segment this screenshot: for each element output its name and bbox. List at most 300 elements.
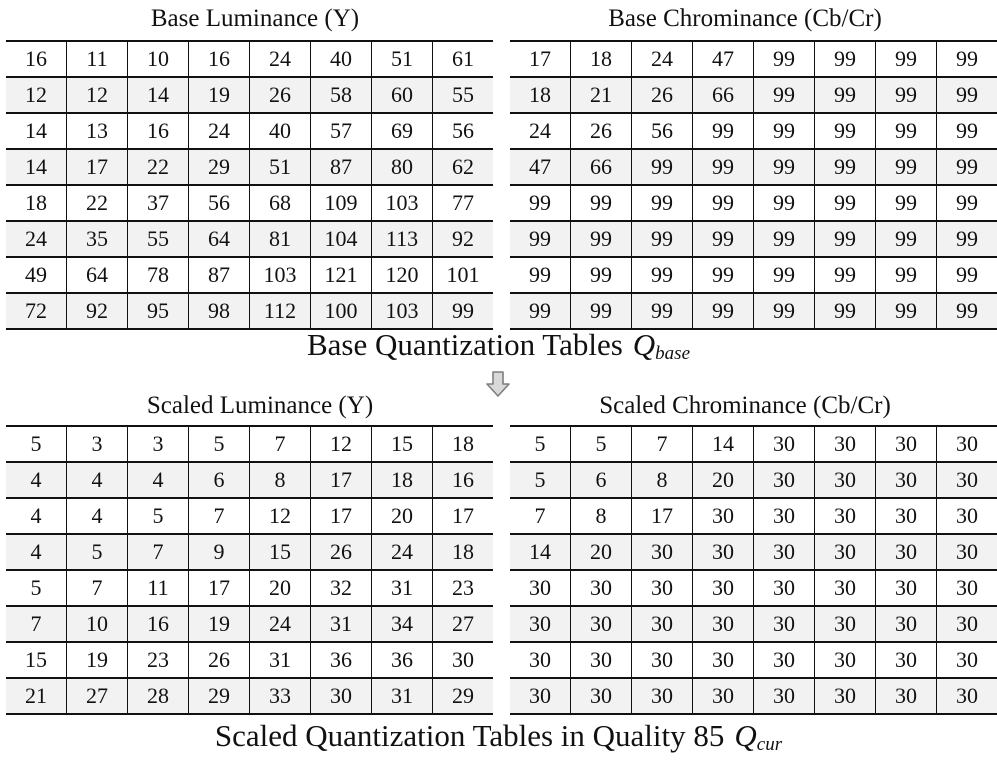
- base-symbol: [633, 327, 690, 362]
- table-cell: 69: [372, 113, 433, 149]
- table-cell: 99: [937, 221, 997, 257]
- table-cell: 16: [6, 41, 67, 77]
- table-row: [6, 77, 493, 113]
- table-cell: 12: [67, 77, 128, 113]
- table-cell: 30: [754, 606, 815, 642]
- table-cell: 30: [876, 606, 937, 642]
- table-cell: 3: [128, 426, 189, 462]
- table-cell: 95: [128, 293, 189, 329]
- table-cell: 26: [571, 113, 632, 149]
- table-cell: 57: [311, 113, 372, 149]
- base-chrominance-table: [510, 40, 997, 330]
- table-cell: 30: [754, 678, 815, 714]
- table-cell: 30: [632, 642, 693, 678]
- table-cell: 112: [250, 293, 311, 329]
- table-cell: 30: [937, 606, 997, 642]
- table-cell: 98: [189, 293, 250, 329]
- table-cell: 20: [571, 534, 632, 570]
- table-cell: 24: [372, 534, 433, 570]
- table-cell: 26: [250, 77, 311, 113]
- scaled-caption: [0, 718, 997, 763]
- table-cell: 12: [250, 498, 311, 534]
- table-cell: 113: [372, 221, 433, 257]
- table-cell: 30: [510, 570, 571, 606]
- table-cell: 30: [754, 642, 815, 678]
- table-cell: 28: [128, 678, 189, 714]
- table-cell: 30: [815, 642, 876, 678]
- table-cell: 56: [433, 113, 494, 149]
- table-cell: 99: [754, 185, 815, 221]
- table-cell: 30: [815, 498, 876, 534]
- table-cell: 17: [433, 498, 494, 534]
- table-row: [6, 462, 493, 498]
- table-cell: 30: [876, 678, 937, 714]
- table-cell: 99: [815, 77, 876, 113]
- table-cell: 30: [876, 642, 937, 678]
- table-cell: 8: [632, 462, 693, 498]
- table-cell: 103: [250, 257, 311, 293]
- table-cell: 99: [571, 185, 632, 221]
- table-row: [510, 293, 997, 329]
- table-cell: 72: [6, 293, 67, 329]
- table-row: [510, 642, 997, 678]
- table-cell: 55: [433, 77, 494, 113]
- base-luminance-title: Base Luminance (Y): [10, 4, 500, 34]
- table-cell: 24: [632, 41, 693, 77]
- table-cell: 4: [6, 534, 67, 570]
- table-cell: 30: [571, 570, 632, 606]
- table-cell: 99: [754, 41, 815, 77]
- table-cell: 6: [189, 462, 250, 498]
- table-cell: 99: [754, 77, 815, 113]
- table-cell: 99: [937, 77, 997, 113]
- table-cell: 99: [510, 293, 571, 329]
- table-cell: 99: [754, 113, 815, 149]
- table-cell: 30: [876, 426, 937, 462]
- table-cell: 99: [754, 293, 815, 329]
- table-cell: 30: [937, 570, 997, 606]
- table-cell: 99: [815, 113, 876, 149]
- table-cell: 99: [693, 293, 754, 329]
- table-cell: 7: [510, 498, 571, 534]
- table-cell: 30: [571, 642, 632, 678]
- table-row: [6, 570, 493, 606]
- table-cell: 34: [372, 606, 433, 642]
- scaled-symbol-sub: cur: [757, 734, 782, 755]
- table-cell: 40: [311, 41, 372, 77]
- table-cell: 20: [250, 570, 311, 606]
- table-cell: 30: [754, 426, 815, 462]
- table-cell: 99: [632, 221, 693, 257]
- table-cell: 17: [632, 498, 693, 534]
- table-cell: 30: [693, 678, 754, 714]
- table-cell: 31: [250, 642, 311, 678]
- table-cell: 12: [311, 426, 372, 462]
- table-cell: 30: [754, 462, 815, 498]
- table-cell: 64: [189, 221, 250, 257]
- table-cell: 5: [6, 570, 67, 606]
- table-cell: 30: [693, 606, 754, 642]
- table-cell: 56: [189, 185, 250, 221]
- table-cell: 30: [571, 606, 632, 642]
- table-cell: 14: [6, 113, 67, 149]
- table-cell: 30: [876, 570, 937, 606]
- table-cell: 11: [128, 570, 189, 606]
- table-cell: 33: [250, 678, 311, 714]
- table-row: [510, 113, 997, 149]
- table-cell: 30: [693, 642, 754, 678]
- table-cell: 58: [311, 77, 372, 113]
- table-cell: 99: [876, 77, 937, 113]
- scaled-chrominance-title: Scaled Chrominance (Cb/Cr): [500, 391, 990, 421]
- base-caption-text: Base Quantization Tables: [307, 327, 623, 362]
- table-cell: 30: [632, 534, 693, 570]
- table-cell: 5: [189, 426, 250, 462]
- table-cell: 26: [189, 642, 250, 678]
- table-cell: 17: [311, 498, 372, 534]
- table-cell: 30: [632, 606, 693, 642]
- table-cell: 6: [571, 462, 632, 498]
- table-cell: 99: [815, 41, 876, 77]
- table-cell: 30: [815, 462, 876, 498]
- table-cell: 36: [311, 642, 372, 678]
- table-cell: 18: [571, 41, 632, 77]
- table-row: [510, 570, 997, 606]
- table-cell: 24: [510, 113, 571, 149]
- table-cell: 99: [510, 185, 571, 221]
- table-cell: 99: [876, 185, 937, 221]
- table-cell: 5: [128, 498, 189, 534]
- table-cell: 19: [189, 606, 250, 642]
- table-cell: 13: [67, 113, 128, 149]
- table-row: [6, 185, 493, 221]
- scaled-luminance-table: [6, 425, 493, 715]
- table-row: [6, 534, 493, 570]
- table-row: [510, 426, 997, 462]
- table-cell: 27: [433, 606, 494, 642]
- table-cell: 99: [937, 149, 997, 185]
- table-cell: 30: [815, 426, 876, 462]
- table-row: [510, 462, 997, 498]
- table-cell: 8: [571, 498, 632, 534]
- base-symbol-q: Q: [633, 327, 655, 362]
- table-cell: 30: [937, 678, 997, 714]
- table-cell: 30: [815, 534, 876, 570]
- table-cell: 24: [6, 221, 67, 257]
- table-cell: 99: [632, 185, 693, 221]
- table-row: [510, 149, 997, 185]
- table-row: [510, 606, 997, 642]
- table-cell: 31: [311, 606, 372, 642]
- table-cell: 20: [693, 462, 754, 498]
- table-cell: 99: [937, 293, 997, 329]
- table-row: [6, 678, 493, 714]
- table-cell: 51: [372, 41, 433, 77]
- table-cell: 66: [693, 77, 754, 113]
- table-cell: 78: [128, 257, 189, 293]
- table-row: [510, 678, 997, 714]
- table-cell: 5: [571, 426, 632, 462]
- table-cell: 99: [754, 257, 815, 293]
- table-cell: 56: [632, 113, 693, 149]
- table-cell: 30: [510, 642, 571, 678]
- table-cell: 30: [937, 498, 997, 534]
- table-cell: 8: [250, 462, 311, 498]
- table-cell: 7: [128, 534, 189, 570]
- table-cell: 14: [6, 149, 67, 185]
- table-cell: 99: [571, 293, 632, 329]
- table-cell: 109: [311, 185, 372, 221]
- table-cell: 60: [372, 77, 433, 113]
- table-cell: 99: [876, 221, 937, 257]
- table-cell: 51: [250, 149, 311, 185]
- table-cell: 7: [250, 426, 311, 462]
- table-cell: 15: [372, 426, 433, 462]
- table-row: [6, 498, 493, 534]
- table-cell: 99: [632, 257, 693, 293]
- table-cell: 30: [876, 498, 937, 534]
- table-cell: 17: [67, 149, 128, 185]
- table-cell: 21: [571, 77, 632, 113]
- table-cell: 99: [693, 113, 754, 149]
- table-cell: 30: [815, 606, 876, 642]
- table-cell: 99: [815, 185, 876, 221]
- table-cell: 29: [189, 149, 250, 185]
- table-cell: 104: [311, 221, 372, 257]
- table-cell: 121: [311, 257, 372, 293]
- table-cell: 49: [6, 257, 67, 293]
- table-cell: 4: [67, 462, 128, 498]
- table-cell: 99: [632, 293, 693, 329]
- table-cell: 80: [372, 149, 433, 185]
- table-cell: 99: [937, 41, 997, 77]
- table-cell: 18: [6, 185, 67, 221]
- table-cell: 77: [433, 185, 494, 221]
- table-cell: 30: [311, 678, 372, 714]
- table-cell: 19: [189, 77, 250, 113]
- table-cell: 3: [67, 426, 128, 462]
- table-cell: 99: [876, 257, 937, 293]
- table-cell: 31: [372, 570, 433, 606]
- scaled-chrominance-table: [510, 425, 997, 715]
- base-caption: [0, 327, 997, 372]
- table-row: [510, 41, 997, 77]
- table-cell: 99: [571, 221, 632, 257]
- table-cell: 24: [250, 41, 311, 77]
- table-cell: 7: [6, 606, 67, 642]
- table-cell: 23: [433, 570, 494, 606]
- table-cell: 99: [876, 113, 937, 149]
- table-cell: 103: [372, 293, 433, 329]
- table-cell: 30: [876, 534, 937, 570]
- table-row: [510, 185, 997, 221]
- table-cell: 17: [189, 570, 250, 606]
- table-cell: 47: [510, 149, 571, 185]
- table-cell: 40: [250, 113, 311, 149]
- table-cell: 30: [693, 534, 754, 570]
- base-luminance-table: [6, 40, 493, 330]
- table-cell: 30: [815, 570, 876, 606]
- table-cell: 66: [571, 149, 632, 185]
- table-cell: 37: [128, 185, 189, 221]
- table-cell: 30: [510, 678, 571, 714]
- table-row: [510, 257, 997, 293]
- table-row: [6, 149, 493, 185]
- table-cell: 17: [510, 41, 571, 77]
- table-row: [510, 498, 997, 534]
- table-cell: 18: [433, 534, 494, 570]
- table-cell: 81: [250, 221, 311, 257]
- table-cell: 16: [189, 41, 250, 77]
- table-cell: 99: [815, 293, 876, 329]
- table-cell: 99: [632, 149, 693, 185]
- table-cell: 30: [754, 534, 815, 570]
- table-cell: 7: [189, 498, 250, 534]
- table-cell: 30: [632, 570, 693, 606]
- table-cell: 24: [250, 606, 311, 642]
- table-cell: 14: [128, 77, 189, 113]
- table-cell: 21: [6, 678, 67, 714]
- table-cell: 99: [571, 257, 632, 293]
- table-cell: 5: [510, 462, 571, 498]
- table-cell: 18: [433, 426, 494, 462]
- table-cell: 99: [510, 257, 571, 293]
- table-row: [510, 77, 997, 113]
- table-cell: 30: [433, 642, 494, 678]
- table-cell: 15: [250, 534, 311, 570]
- table-cell: 99: [510, 221, 571, 257]
- table-cell: 99: [937, 257, 997, 293]
- table-cell: 62: [433, 149, 494, 185]
- table-cell: 24: [189, 113, 250, 149]
- table-cell: 99: [693, 185, 754, 221]
- table-row: [6, 221, 493, 257]
- table-cell: 36: [372, 642, 433, 678]
- table-cell: 29: [189, 678, 250, 714]
- table-cell: 4: [128, 462, 189, 498]
- table-cell: 23: [128, 642, 189, 678]
- table-cell: 27: [67, 678, 128, 714]
- table-cell: 99: [693, 257, 754, 293]
- table-cell: 19: [67, 642, 128, 678]
- table-cell: 26: [632, 77, 693, 113]
- scaled-caption-text: Scaled Quantization Tables in Quality 85: [215, 718, 725, 753]
- table-cell: 5: [510, 426, 571, 462]
- table-cell: 30: [693, 570, 754, 606]
- table-cell: 101: [433, 257, 494, 293]
- table-cell: 11: [67, 41, 128, 77]
- table-cell: 30: [937, 462, 997, 498]
- table-cell: 61: [433, 41, 494, 77]
- table-cell: 10: [128, 41, 189, 77]
- table-cell: 47: [693, 41, 754, 77]
- table-cell: 68: [250, 185, 311, 221]
- table-cell: 99: [815, 149, 876, 185]
- table-cell: 99: [693, 221, 754, 257]
- table-cell: 10: [67, 606, 128, 642]
- table-cell: 4: [6, 462, 67, 498]
- table-cell: 99: [815, 221, 876, 257]
- table-row: [6, 642, 493, 678]
- scaled-symbol-q: Q: [734, 718, 756, 753]
- table-cell: 4: [6, 498, 67, 534]
- scaled-symbol: [734, 718, 782, 753]
- table-cell: 100: [311, 293, 372, 329]
- table-cell: 30: [937, 642, 997, 678]
- base-symbol-sub: base: [655, 343, 690, 364]
- table-cell: 14: [693, 426, 754, 462]
- table-cell: 30: [937, 426, 997, 462]
- table-cell: 64: [67, 257, 128, 293]
- table-cell: 99: [754, 221, 815, 257]
- table-cell: 18: [372, 462, 433, 498]
- table-cell: 103: [372, 185, 433, 221]
- table-cell: 20: [372, 498, 433, 534]
- table-row: [6, 41, 493, 77]
- table-cell: 35: [67, 221, 128, 257]
- table-cell: 18: [510, 77, 571, 113]
- table-cell: 99: [937, 113, 997, 149]
- table-cell: 16: [433, 462, 494, 498]
- table-cell: 12: [6, 77, 67, 113]
- table-cell: 55: [128, 221, 189, 257]
- table-cell: 99: [876, 149, 937, 185]
- table-cell: 5: [6, 426, 67, 462]
- table-row: [6, 293, 493, 329]
- table-cell: 26: [311, 534, 372, 570]
- base-chrominance-title: Base Chrominance (Cb/Cr): [500, 4, 990, 34]
- table-cell: 30: [693, 498, 754, 534]
- table-cell: 30: [754, 570, 815, 606]
- table-row: [6, 606, 493, 642]
- table-cell: 99: [433, 293, 494, 329]
- table-cell: 30: [510, 606, 571, 642]
- table-cell: 9: [189, 534, 250, 570]
- table-cell: 16: [128, 606, 189, 642]
- table-cell: 30: [754, 498, 815, 534]
- table-cell: 29: [433, 678, 494, 714]
- table-cell: 30: [632, 678, 693, 714]
- table-row: [6, 113, 493, 149]
- table-cell: 4: [67, 498, 128, 534]
- table-cell: 17: [311, 462, 372, 498]
- table-cell: 30: [815, 678, 876, 714]
- table-row: [6, 426, 493, 462]
- table-cell: 22: [67, 185, 128, 221]
- table-cell: 16: [128, 113, 189, 149]
- table-cell: 7: [67, 570, 128, 606]
- table-cell: 15: [6, 642, 67, 678]
- table-cell: 30: [937, 534, 997, 570]
- table-cell: 31: [372, 678, 433, 714]
- table-cell: 99: [754, 149, 815, 185]
- scaled-luminance-title: Scaled Luminance (Y): [15, 391, 505, 421]
- table-cell: 87: [311, 149, 372, 185]
- table-cell: 30: [571, 678, 632, 714]
- table-cell: 99: [937, 185, 997, 221]
- table-cell: 87: [189, 257, 250, 293]
- table-cell: 99: [815, 257, 876, 293]
- table-cell: 30: [876, 462, 937, 498]
- table-cell: 99: [876, 293, 937, 329]
- table-cell: 5: [67, 534, 128, 570]
- table-cell: 120: [372, 257, 433, 293]
- table-cell: 99: [693, 149, 754, 185]
- table-cell: 14: [510, 534, 571, 570]
- table-cell: 99: [876, 41, 937, 77]
- table-cell: 22: [128, 149, 189, 185]
- table-cell: 92: [67, 293, 128, 329]
